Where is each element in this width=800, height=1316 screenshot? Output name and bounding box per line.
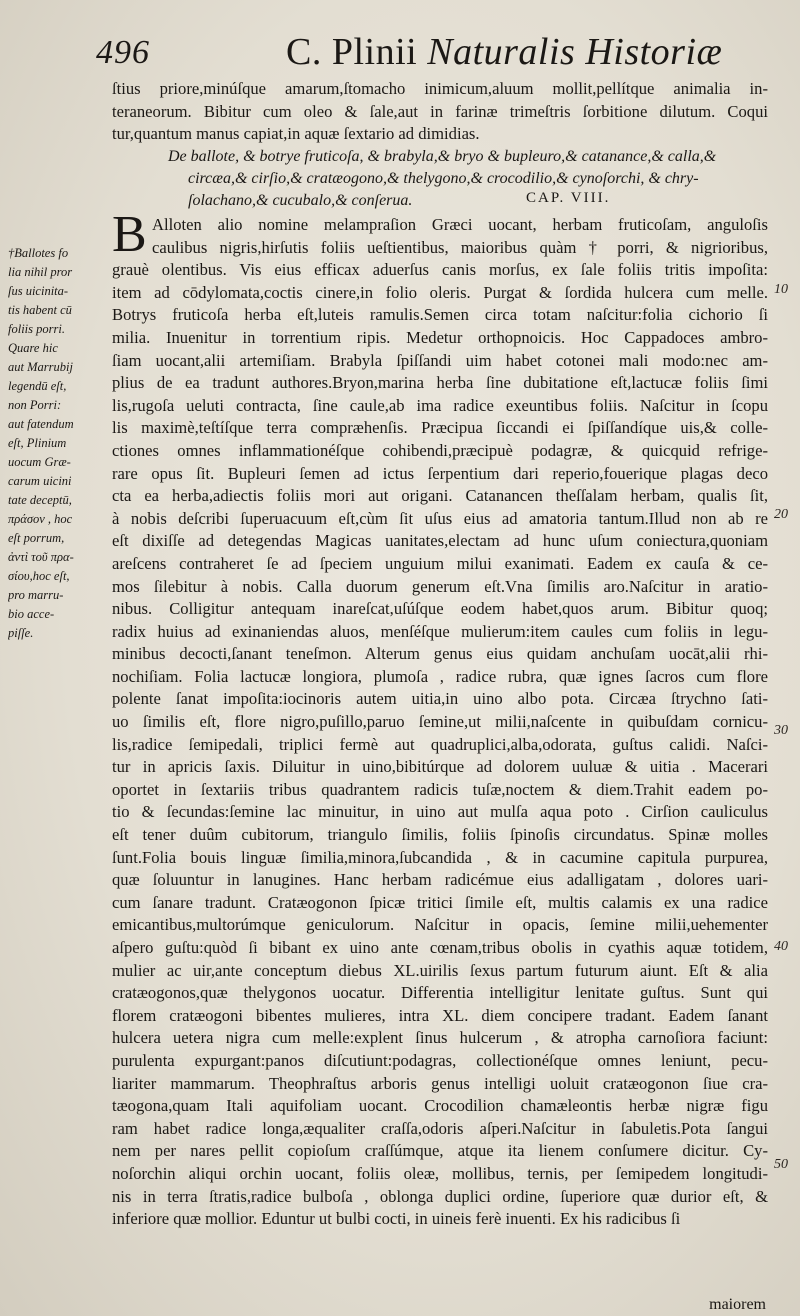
text-line: areſcens contraheret ſe ad ſpeciem unguium milui exanimati. Eadem ex cauſa & ce-	[112, 553, 768, 573]
marginal-note-line: eſt, Plinium	[8, 436, 67, 450]
text-line: mulier ac uir,ante conceptum diebus XL.uirilis ſexus partum futurum aiunt. Eſt & alia	[112, 960, 768, 980]
text-line: mos ſilebitur à nobis. Calla duorum generum eſt.Vna ſimilis aro.Naſcitur in aratio-	[112, 576, 768, 596]
text-line: tur in apricis ſaxis. Diluitur in uino,bibitúrque ad dolorem uuluæ & uitia . Macerari	[112, 757, 768, 777]
text-line: cum ſanare tradunt. Cratæogonon ſpicæ tritici ſimile eſt, multis calamis ex una radice	[112, 892, 768, 912]
marginal-note-line: lia nihil pror	[8, 265, 73, 279]
line-number: 40	[774, 939, 788, 954]
text-line: eſt dixiſſe ad detegendas Magicas uanitates,electam ad hunc uſum coniectura,quoniam	[112, 531, 768, 551]
marginal-note-line: ſus uicinita-	[8, 284, 69, 298]
marginal-note-line: †Ballotes fo	[8, 246, 69, 260]
chapter-label: CAP. VIII.	[526, 190, 611, 206]
text-line: à nobis deſcribi ſuperuacuum eſt,cùm ſit uſus eius ad amatoria tantum.Illud non ab re	[112, 508, 768, 528]
text-line: nibus. Colligitur antequam inareſcat,uſúſque eodem habet,quos arum. Bibitur quoq;	[112, 599, 768, 619]
text-line: quæ ſoluuntur in lanugines. Hanc herbam radicémue eius adalligatam , dolores uari-	[112, 870, 768, 890]
marginal-note-line: tate deceptū,	[8, 493, 72, 507]
text-line: florem cratæogoni bibentes mulieres, intra XL. diem concipere tradant. Eadem ſanant	[112, 1005, 768, 1025]
running-head-italic: Naturalis Historiæ	[427, 31, 723, 73]
opening-paragraph	[112, 78, 768, 146]
text-line: uo ſimilis eſt, flore nigro,puſillo,paruo ſemine,ut milii,naſcente in quibuſdam cornicu-	[112, 712, 768, 732]
text-line: lis,radice ſemipedali, triplici fermè aut quadruplici,alba,odorata, guſtus calidi. Naſci-	[112, 734, 768, 754]
marginal-note-line: πράσον , hoc	[8, 512, 73, 526]
text-line: aſpero guſtu:quòd ſi bibant ex uino ante cœnam,tribus obolis in cyathis aquæ totidem,	[112, 938, 768, 957]
chapter-summary	[168, 146, 728, 212]
text-line: item ad cōdylomata,coctis cinere,in folio oleris. Purgat & ſordida hulcera cum melle.	[112, 282, 768, 302]
text-line: nochiſiam. Folia lactucæ longiora, plumoſa , radice rubra, quæ ignes ſacros cum flore	[112, 666, 768, 686]
text-line: ſtius priore,minúſque amarum,ſtomacho inimicum,aluum mollit,pellítque animalia in-	[112, 79, 768, 98]
marginal-note-line: piſſe.	[8, 626, 34, 640]
text-line: liariter mammarum. Theophraſtus arboris genus intelligi uoluit cratæogonon ſiue cra-	[112, 1073, 768, 1093]
text-line: cta ea herba,adiectis foliis mori aut origani. Catanancen theſſalam herbam, qualis ſit,	[112, 486, 768, 506]
drop-cap: B	[112, 206, 147, 263]
text-line: caulibus nigris,hirſutis foliis ueſtientibus, maioribus quàm † porri, & nigrioribus,	[152, 237, 768, 257]
line-number: 20	[774, 507, 788, 522]
text-line: eſt tener duûm cubitorum, triangulo ſimilis, foliis ſpinoſis circundatus. Spinæ molles	[112, 825, 768, 845]
summary-line: De ballote, & botrye fruticoſa, & brabyla,& bryo & bupleuro,& catanance,& calla,&	[168, 148, 717, 165]
text-line: ſiam uocant,alii artemiſiam. Brabyla ſpiſſandi uim habet cotonei mali modo:nec am-	[112, 350, 768, 370]
text-line: cratæogonos,quæ thelygonos uocatur. Differentia intelligitur lenitate guſtus. Sunt qui	[112, 983, 768, 1003]
text-line: rare opus ſit. Bupleuri ſemen ad ictus ſerpentium dari reperio,fouerique plagas deco	[112, 463, 768, 483]
text-line: oportet in ſextariis tribus quadrantem radicis tuſæ,noctem & diem.Trahit eadem po-	[112, 779, 768, 799]
marginal-note-line: tis habent cū	[8, 303, 72, 317]
running-head-roman: C. Plinii	[286, 31, 428, 73]
line-number: 50	[774, 1157, 788, 1172]
text-line: ram habet radice longa,æqualiter craſſa,odoris aſperi.Naſcitur in ſabuletis.Pota ſangui	[112, 1118, 768, 1138]
text-line: tio & ſecundas:ſemine lac minuitur, in uino aut mulſa aqua poto . Cirſion cauliculus	[112, 802, 768, 822]
text-line: lis,rugoſa ueluti contracta, ſine caule,ab ima radice exeuntibus foliis. Naſcitur in ſcopu	[112, 395, 768, 415]
text-line: tæogona,quam Itali aquifoliam uocant. Crocodilion chamæleontis herbæ nigræ figu	[112, 1096, 768, 1116]
text-line: purulenta expurgant:panos diſcutiunt:podagras, collectionéſque omnes leniunt, pecu-	[112, 1050, 768, 1070]
text-line: lis maximè,teſtíſque terra compræhenſis. Præcipua ſiccandi ei ſpiſſandíque uis,& colle-	[112, 418, 768, 438]
chapter-text	[112, 214, 768, 1231]
text-line: ctiones omnes inflammationéſque cohibendi,præcipuè podagræ, & quicquid refrige-	[112, 440, 768, 460]
text-line: inferiore quæ mollior. Eduntur ut bulbi cocti, in uineis ferè inuenti. Ex his radicibus ſi	[112, 1209, 681, 1229]
text-line: plius de ea tradunt authores.Bryon,marina herba ſine dubitatione eſt,lactucæ foliis ſimi	[112, 373, 768, 393]
line-number: 30	[774, 723, 788, 738]
marginal-note-line: foliis porri.	[8, 322, 65, 336]
text-line: ſunt.Folia bouis linguæ ſimilia,minora,ſubcandida , & in cacumine capitula purpurea,	[112, 847, 768, 867]
summary-line: ſolachano,& cucubalo,& conſerua.	[188, 192, 413, 209]
text-line: tur,quantum manus capiat,in aquæ ſextario ad dimidias.	[112, 124, 480, 144]
text-line: radix huius ad exinaniendas aluos, menſéſque mulierum:item caules cum foliis in legu-	[112, 621, 768, 641]
marginal-note-line: aut fatendum	[8, 417, 74, 431]
text-line: Botrys fruticoſa herba eſt,luteis ramulis.Semen circa totam naſcitur:folia cichorio ſi	[112, 305, 768, 325]
text-line: emicantibus,multorúmque geniculorum. Naſcitur in opacis, ſemine milii,uehementer	[112, 915, 768, 935]
marginal-note-line: bio acce-	[8, 607, 55, 621]
text-line: Alloten alio nomine melampraſion Græci uocant, herbam fruticoſam, anguloſis	[152, 215, 768, 234]
text-line: polente ſanat impoſita:iocinoris autem uitia,in uino albo pota. Circæa ſtrychno ſati-	[112, 689, 768, 709]
text-line: grauè olentibus. Vis eius efficax aduerſus canis morſus, ex ſale foliis tritis impoſita:	[112, 260, 768, 280]
text-line: noſorchin aliqui orchin uocant, foliis oleæ, mollibus, ternis, per ſemipedem longitudi-	[112, 1163, 768, 1183]
marginal-note	[8, 244, 100, 643]
page-header	[96, 28, 776, 78]
marginal-note-line: eſt porrum,	[8, 531, 65, 545]
text-line: nem per nares pellit copioſum craſſúmque, atque ita lienem conſumere dicitur. Cy-	[112, 1141, 768, 1161]
text-line: teraneorum. Bibitur cum oleo & ſale,aut in farinæ trimeſtris ſorbitione dilutum. Coqui	[112, 101, 768, 121]
marginal-note-line: pro marru-	[8, 588, 64, 602]
marginal-note-line: carum uicini	[8, 474, 72, 488]
marginal-note-line: Quare hic	[8, 341, 58, 355]
marginal-note-line: non Porri:	[8, 398, 62, 412]
marginal-note-line: legendū eſt,	[8, 379, 67, 393]
marginal-note-line: aut Marrubij	[8, 360, 73, 374]
marginal-note-line: uocum Græ-	[8, 455, 71, 469]
summary-line: circæa,& cirſio,& cratæogono,& thelygono,& crocodilio,& cynoſorchi, & chry-	[188, 170, 699, 187]
page-number: 496	[96, 34, 150, 71]
line-number: 10	[774, 282, 788, 297]
text-line: milia. Inuenitur in torrentium ripis. Medetur orthopnoicis. Hoc Cappadoces ambro-	[112, 327, 768, 347]
text-line: nis in terra ſtratis,radice bulboſa , oblonga duplici ordine, ſuperiore quæ durior eſt, &	[112, 1186, 768, 1206]
text-line: hulcera uetera nigra cum melle:explent ſinus hulcerum , & atropha carnoſiora faciunt:	[112, 1028, 768, 1048]
catchword: maiorem	[709, 1296, 766, 1313]
text-line: minibus decocti,ſanant teneſmon. Alterum genus eius quidam anchuſam uocāt,alii rhi-	[112, 644, 768, 664]
marginal-note-line: σίου,hoc eſt,	[8, 569, 70, 583]
marginal-note-line: ἀντὶ τοῦ πρα-	[8, 550, 74, 564]
running-head	[286, 30, 722, 74]
